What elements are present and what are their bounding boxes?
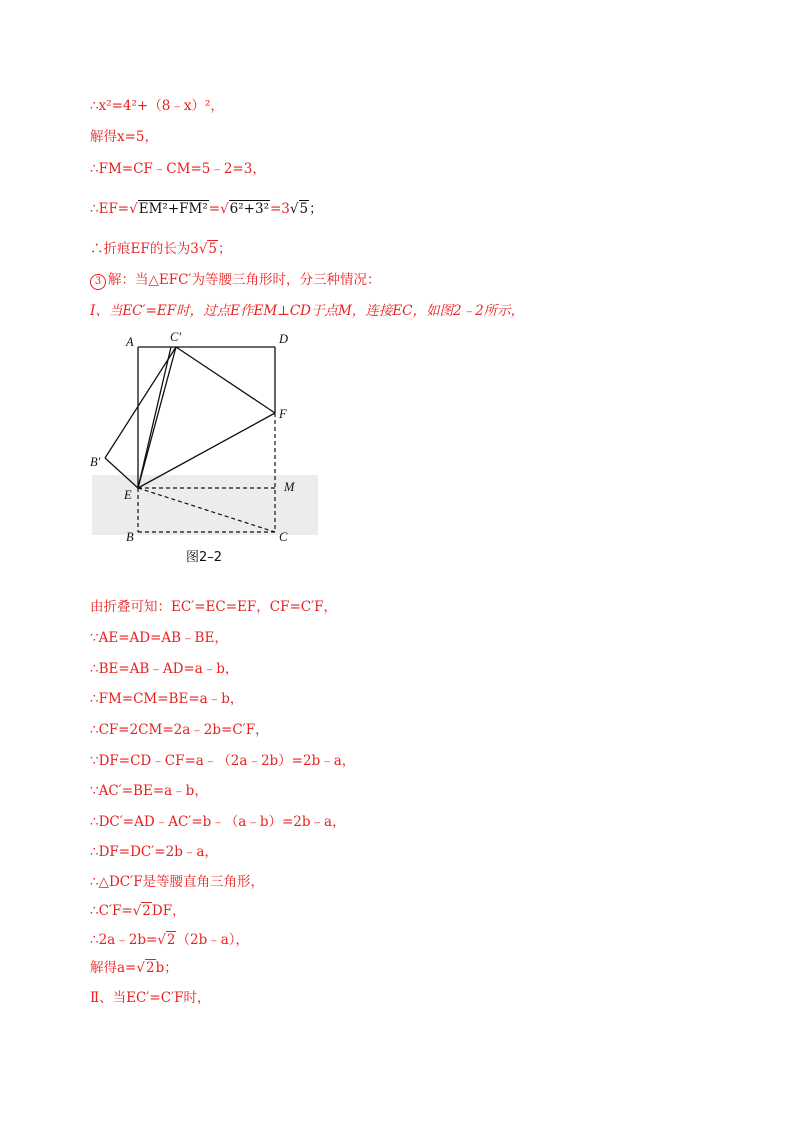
eq-line-b4 [90,690,243,708]
radical: √5 [198,241,218,257]
eq-line-2 [90,128,158,146]
radical: √EM²+FM² [129,201,208,217]
eq-text: ∴2a﹣2b= [90,932,158,948]
radical: √2 [132,903,151,919]
eq-line-b7 [90,782,208,800]
eq-line-b10 [90,873,264,891]
eq-line-7 [90,302,524,320]
label-D: D [279,332,289,346]
radical: √2 [157,932,176,948]
radical: √6²+3² [220,201,269,217]
radicand: EM²+FM² [138,201,208,217]
radical: √5 [289,201,309,217]
eq-text: ∴C′F= [90,903,133,919]
eq-line-b8 [90,813,346,831]
eq-text: ∴x²=4²+（8﹣x）²， [90,98,224,114]
eq-text: ∴BE=AB﹣AD=a﹣b， [90,661,239,677]
eq-line-3 [90,160,266,178]
eq-text: ∴DC′=AD﹣AC′=b﹣（a﹣b）=2b﹣a， [90,814,346,830]
eq-line-b5 [90,721,269,739]
eq-text: 解得x=5， [90,129,159,145]
eq-text: ∵AE=AD=AB﹣BE， [90,630,228,646]
eq-line-1 [90,97,224,115]
label-F: F [279,407,287,421]
label-A: A [126,335,134,349]
eq-text: I、当EC′=EF时，过点E作EM⊥CD于点M，连接EC，如图2﹣2所示， [90,303,525,319]
eq-line-b12 [90,931,249,949]
radicand: 2 [145,960,155,976]
eq-line-b14 [90,989,211,1007]
eq-text: （2b﹣a）， [176,932,250,948]
label-B-prime: B′ [90,455,101,469]
eq-text: ∴FM=CM=BE=a﹣b， [90,691,244,707]
eq-text: ∵DF=CD﹣CF=a﹣（2a﹣2b）=2b﹣a， [90,753,356,769]
eq-text: ∴DF=DC′=2b﹣a， [90,844,218,860]
eq-line-5 [90,240,232,258]
eq-text: ∴FM=CF﹣CM=5﹣2=3， [90,161,266,177]
eq-line-b13 [90,959,178,977]
eq-line-b2 [90,629,228,647]
eq-line-b6 [90,752,355,770]
eq-text: =3 [270,201,290,217]
eq-text: 解：当△EFC′为等腰三角形时，分三种情况： [108,272,381,288]
eq-line-b1 [90,598,337,616]
label-M: M [284,480,295,494]
eq-text: = [208,201,221,217]
label-B: B [126,530,134,544]
radical: √2 [136,960,155,976]
radicand: 5 [208,241,218,257]
eq-text: ∴CF=2CM=2a﹣2b=C′F， [90,722,269,738]
radicand: 2 [142,903,151,919]
eq-text: ∴折痕EF的长为3 [90,241,199,257]
eq-line-b3 [90,660,238,678]
eq-text: DF， [151,903,186,919]
eq-text: ； [309,201,323,217]
eq-text: Ⅱ、当EC′=C′F时， [90,990,211,1006]
eq-text: ∴EF= [90,201,130,217]
circled-number: 3 [90,274,106,290]
eq-line-4 [90,200,323,218]
eq-text: ； [218,241,232,257]
eq-line-b11 [90,902,186,920]
label-C: C [279,530,288,544]
radicand: 6²+3² [229,201,269,217]
eq-text: ∵AC′=BE=a﹣b， [90,783,208,799]
radicand: 5 [299,201,309,217]
eq-line-b9 [90,843,218,861]
radicand: 2 [166,932,176,948]
eq-text: 解得a= [90,960,137,976]
eq-line-6 [90,271,381,290]
geometry-figure [88,325,320,565]
label-E: E [124,488,132,502]
eq-text: ∴△DC′F是等腰直角三角形， [90,874,265,890]
label-C-prime: C′ [170,330,182,344]
eq-text: 由折叠可知：EC′=EC=EF，CF=C′F， [90,599,338,615]
eq-text: b； [155,960,178,976]
figure-caption: 图2–2 [186,550,223,565]
